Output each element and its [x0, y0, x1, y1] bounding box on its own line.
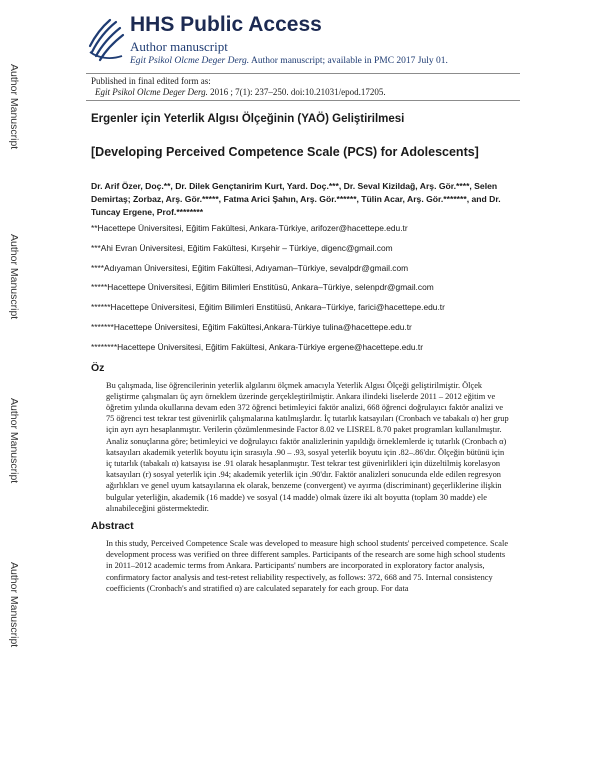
citation-divider — [86, 100, 520, 101]
header-availability: Author manuscript; available in PMC 2017 July 01. — [249, 56, 448, 66]
margin-label: Author Manuscript — [8, 398, 20, 484]
article-body — [91, 112, 509, 600]
header-citation — [130, 56, 448, 66]
publication-details: 2016 ; 7(1): 237–250. doi:10.21031/epod.17205. — [207, 87, 386, 97]
article-title-english: [Developing Perceived Competence Scale (PCS) for Adolescents] — [91, 145, 479, 159]
manuscript-label: Author manuscript — [130, 39, 228, 54]
affiliation: *******Hacettepe Üniversitesi, Eğitim Fakültesi,Ankara-Türkiye tulina@hacettepe.edu.tr — [91, 321, 412, 332]
affiliation: ******Hacettepe Üniversitesi, Eğitim Bilimleri Enstitüsü, Ankara–Türkiye, farici@hacettepe.edu.tr — [91, 302, 445, 313]
oz-paragraph: Bu çalışmada, lise öğrencilerinin yeterlik algılarını ölçmek amacıyla Yeterlik Algısı Ölçeği geliştirilmiştir. Ölçek geliştirme çalışmaları üç ayrı örneklem üzerinde gerçekleştirilmiştir. Ankara ilindeki liselerde 2011 – 2012 eğitim ve öğretim yılında okullarına devam eden 372 öğrenci betimleyici faktör analizi, 668 öğrenci doğrulayıcı faktör analizi ve 75 öğrenci test tekrar test güvenirlik çalışmalarına katılmışlardır. İç tutarlık katsayıları (Cronbach ve tabakalı α) her grup için ayrı ayrı hesaplanmıştır. Verilerin çözümlenmesinde Factor 8.02 ve LISREL 8.70 paket programları kullanılmıştır. Analiz sonuçlarına göre; betimleyici ve doğrulayıcı faktör analizlerinin yapıldığı örneklemlerde iç tutarlık (Cronbach α) katsayıları akademik yeterlik boyutu için sırasıyla .90 – .93, sosyal yeterlik boyutu için .82–.86'dır. Ölçeğin bütünü için iç tutarlık (tabakalı α) katsayısı ise .91 olarak hesaplanmıştır. Test tekrar test güvenirlikleri için düzeltilmiş korelasyon katsayıları (r) sosyal yeterlik için .94; akademik yeterlik için .90'dır. Faktör analizleri sonucunda elde edilen regresyon ağırlıkları ve genel uyum katsayılarına ek olarak, benzeme (convergent) ve ayırma (discriminant) geçerliklerine ilişkin bulgular yeterliğin, akademik (16 madde) ve sosyal (14 madde) olmak üzere iki alt boyutta (toplam 30 madde) ele alınabileceğini göstermektedir. — [106, 380, 509, 513]
header-divider — [86, 73, 520, 74]
margin-label: Author Manuscript — [8, 562, 20, 648]
oz-heading: Öz — [91, 361, 105, 374]
hhs-eagle-logo-icon — [86, 18, 126, 64]
article-title-turkish: Ergenler için Yeterlik Algısı Ölçeğinin (YAÖ) Geliştirilmesi — [91, 113, 405, 125]
publication-citation — [95, 87, 386, 97]
affiliation: *****Hacettepe Üniversitesi, Eğitim Bilimleri Enstitüsü, Ankara–Türkiye, selenpdr@gmail.com — [91, 282, 434, 293]
abstract-paragraph: In this study, Perceived Competence Scale was developed to measure high school students' perceived competence. Scale development process was verified on three different samples. Participants of the research are some high school students in 2011–2012 academic terms from Ankara. Participants' numbers are incorporated in exploratory factor analysis, confirmatory factor analysis and test-retest reliability respectively, as follows: 372, 668 and 75. Internal consistency coefficients (Cronbach's and stratified α) are calculated separately for each group. For data — [106, 539, 509, 593]
affiliation: ****Adıyaman Üniversitesi, Eğitim Fakültesi, Adıyaman–Türkiye, sevalpdr@gmail.com — [91, 262, 409, 273]
margin-label: Author Manuscript — [8, 64, 20, 150]
hhs-title: HHS Public Access — [130, 13, 322, 36]
affiliation: ***Ahi Evran Üniversitesi, Eğitim Fakültesi, Kırşehir – Türkiye, digenc@gmail.com — [91, 242, 393, 253]
abstract-heading: Abstract — [91, 520, 134, 533]
publication-journal: Egit Psikol Olcme Deger Derg. — [95, 87, 208, 97]
published-in-label: Published in final edited form as: — [91, 76, 211, 86]
affiliation-list — [91, 223, 509, 353]
affiliation: **Hacettepe Üniversitesi, Eğitim Fakültesi, Ankara-Türkiye, arifozer@hacettepe.edu.tr — [91, 223, 408, 233]
header-journal: Egit Psikol Olcme Deger Derg. — [130, 56, 250, 66]
margin-label: Author Manuscript — [8, 234, 20, 320]
author-list: Dr. Arif Özer, Doç.**, Dr. Dilek Gençtanirim Kurt, Yard. Doç.***, Dr. Seval Kizildağ, Arş. Gör.****, Selen Demirtaş; Zorbaz, Arş. Gör.*****, Fatma Arici Şahın, Arş. Gör.******, Tülin Acar, Arş. Gör.*******, and Dr. Tuncay Ergene, Prof.******** — [91, 181, 501, 217]
affiliation: ********Hacettepe Üniversitesi, Eğitim Fakültesi, Ankara-Türkiye ergene@hacettepe.edu.tr — [91, 341, 424, 352]
